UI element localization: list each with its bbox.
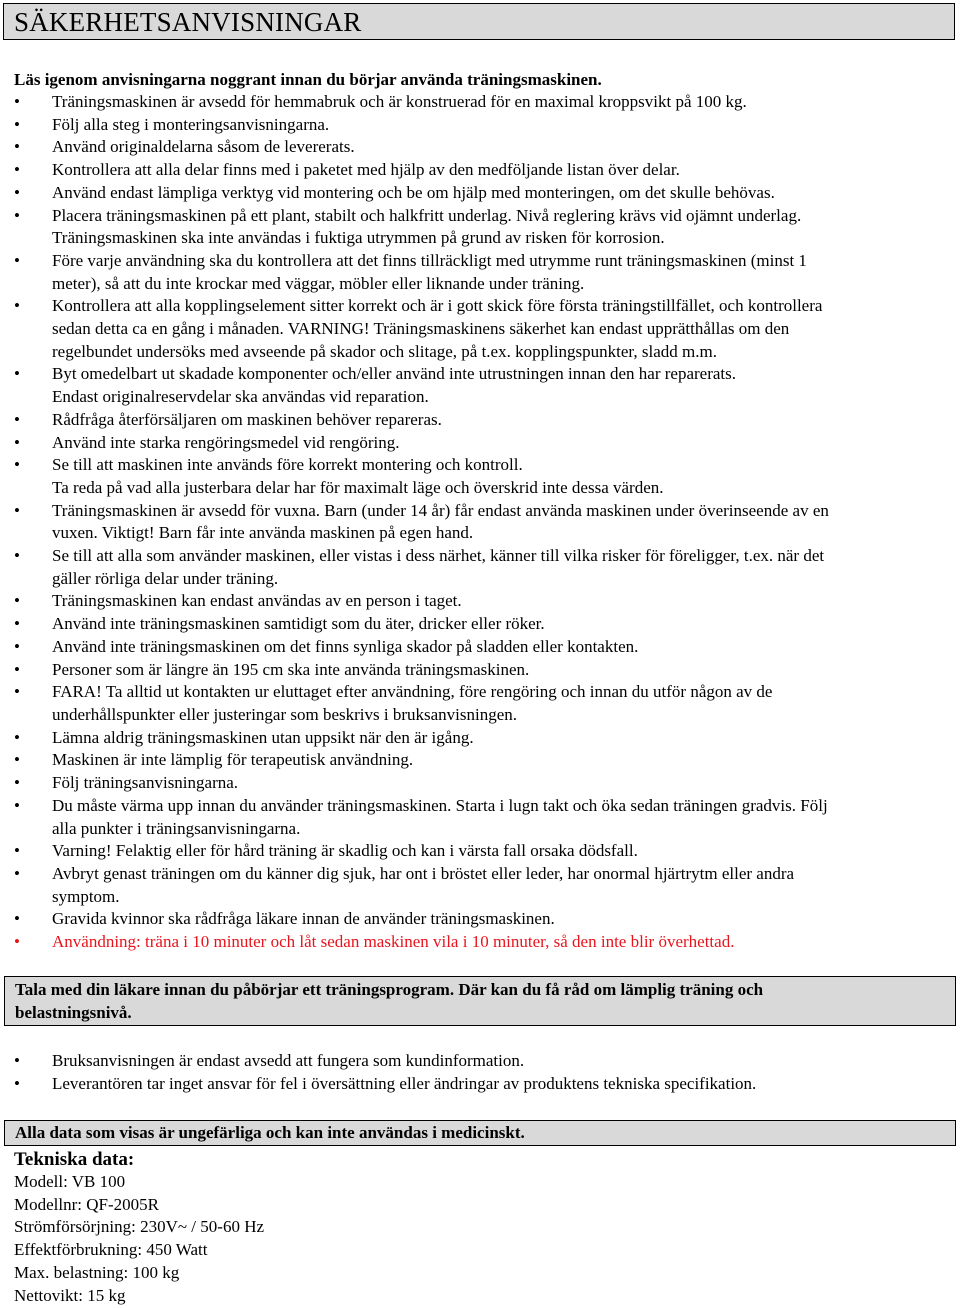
- safety-item-line: Kontrollera att alla delar finns med i paketet med hjälp av den medföljande listan över delar.: [52, 160, 680, 180]
- safety-item-line: vuxen. Viktigt! Barn får inte använda maskinen på egen hand.: [52, 523, 474, 543]
- tech-data-line: Effektförbrukning: 450 Watt: [14, 1240, 208, 1260]
- tech-data-line: Strömförsörjning: 230V~ / 50-60 Hz: [14, 1217, 265, 1237]
- bullet-icon: •: [14, 137, 20, 157]
- safety-item-line: Endast originalreservdelar ska användas vid reparation.: [52, 387, 429, 407]
- safety-item-line: Använd inte träningsmaskinen samtidigt som du äter, dricker eller röker.: [52, 614, 545, 634]
- safety-item: [0, 749, 960, 772]
- bullet-icon: •: [14, 659, 20, 679]
- tech-data-line: Max. belastning: 100 kg: [14, 1262, 180, 1282]
- safety-item: [0, 250, 960, 295]
- safety-item: [0, 590, 960, 613]
- safety-item: [0, 91, 960, 114]
- bullet-icon: •: [14, 364, 20, 384]
- doctor-notice-line: belastningsnivå.: [15, 1002, 132, 1022]
- safety-item-line: Träningsmaskinen kan endast användas av en person i taget.: [52, 591, 462, 611]
- bullet-icon: •: [14, 795, 20, 815]
- bullet-icon: •: [14, 500, 20, 520]
- safety-item-line: Varning! Felaktig eller för hård träning är skadlig och kan i värsta fall orsaka dödsfall.: [52, 841, 638, 861]
- safety-item: [0, 205, 960, 250]
- tech-data-list: [14, 1171, 264, 1307]
- safety-item: [0, 613, 960, 636]
- safety-item: [0, 863, 960, 908]
- safety-item-line: Rådfråga återförsäljaren om maskinen behöver repareras.: [52, 409, 442, 429]
- safety-item: [0, 363, 960, 408]
- safety-item-line: Träningsmaskinen är avsedd för hemmabruk och är konstruerad för en maximal kroppsvikt på 100 kg.: [52, 92, 747, 111]
- bullet-icon: •: [14, 773, 20, 793]
- safety-item: [0, 659, 960, 682]
- bullet-icon: •: [14, 92, 20, 111]
- safety-item: [0, 182, 960, 205]
- safety-item-line: Använd endast lämpliga verktyg vid montering och be om hjälp med monteringen, om det skulle behövas.: [52, 182, 775, 202]
- safety-item-line: gäller rörliga delar under träning.: [52, 568, 279, 588]
- bullet-icon: •: [14, 432, 20, 452]
- safety-item-line: Avbryt genast träningen om du känner dig sjuk, har ont i bröstet eller leder, har onormal hjärtrytm eller andra: [52, 863, 795, 883]
- bullet-icon: •: [14, 909, 20, 929]
- safety-item: [0, 908, 960, 931]
- safety-item-line: FARA! Ta alltid ut kontakten ur eluttaget efter användning, före rengöring och innan du utför någon av de: [52, 682, 773, 702]
- safety-item-line: regelbundet undersöks med avseende på skador och slitage, på t.ex. kopplingspunkter, sladd m.m.: [52, 341, 717, 361]
- bullet-icon: •: [14, 682, 20, 702]
- safety-item-line: Ta reda på vad alla justerbara delar har för maximalt läge och överskrid inte dessa värden.: [52, 477, 664, 497]
- bullet-icon: •: [14, 250, 20, 270]
- safety-item: [0, 432, 960, 455]
- safety-item-line: Användning: träna i 10 minuter och låt sedan maskinen vila i 10 minuter, så den inte blir överhettad.: [52, 932, 735, 952]
- safety-item-line: Personer som är längre än 195 cm ska inte använda träningsmaskinen.: [52, 659, 530, 679]
- safety-item-line: Du måste värma upp innan du använder träningsmaskinen. Starta i lugn takt och öka sedan träningen gradvis. Följ: [52, 795, 828, 815]
- safety-item: [0, 931, 960, 954]
- data-disclaimer-box: [4, 1120, 956, 1146]
- safety-item-line: Använd inte träningsmaskinen om det finns synliga skador på sladden eller kontakten.: [52, 636, 639, 656]
- safety-instructions-list: [0, 91, 960, 954]
- safety-item: [0, 795, 960, 840]
- bullet-icon: •: [14, 182, 20, 202]
- safety-item: [0, 545, 960, 590]
- bullet-icon: •: [14, 636, 20, 656]
- bullet-icon: •: [14, 546, 20, 566]
- safety-item-line: symptom.: [52, 886, 120, 906]
- safety-item: [0, 681, 960, 726]
- bullet-icon: •: [14, 932, 20, 952]
- tech-data-line: Modell: VB 100: [14, 1172, 126, 1191]
- bullet-icon: •: [14, 614, 20, 634]
- safety-item-line: Använd originaldelarna såsom de levererats.: [52, 137, 355, 157]
- safety-item-line: Träningsmaskinen ska inte användas i fuktiga utrymmen på grund av risken för korrosion.: [52, 228, 665, 248]
- safety-item: [0, 159, 960, 182]
- safety-item-line: Träningsmaskinen är avsedd för vuxna. Barn (under 14 år) får endast använda maskinen under överinseende av en: [52, 500, 829, 520]
- safety-item-line: meter), så att du inte krockar med väggar, möbler eller liknande under träning.: [52, 273, 585, 293]
- safety-item-line: Se till att maskinen inte används före korrekt montering och kontroll.: [52, 455, 523, 475]
- intro-text: Läs igenom anvisningarna noggrant innan du börjar använda träningsmaskinen.: [14, 70, 602, 89]
- info-list: [0, 1050, 960, 1095]
- safety-item-line: sedan detta ca en gång i månaden. VARNING! Träningsmaskinens säkerhet kan endast upprätthållas om den: [52, 319, 790, 339]
- bullet-icon: •: [14, 114, 20, 134]
- safety-item: [0, 727, 960, 750]
- title-banner: [3, 3, 955, 40]
- safety-item-line: Se till att alla som använder maskinen, eller vistas i dess närhet, känner till vilka risker för föreligger, t.ex. när det: [52, 546, 825, 566]
- bullet-icon: •: [14, 727, 20, 747]
- doctor-notice-line: Tala med din läkare innan du påbörjar ett träningsprogram. Där kan du få råd om lämplig träning och: [15, 980, 764, 999]
- safety-item: [0, 295, 960, 363]
- bullet-icon: •: [14, 455, 20, 475]
- tech-data-line: Modellnr: QF-2005R: [14, 1194, 159, 1214]
- bullet-icon: •: [14, 750, 20, 770]
- data-disclaimer-text: Alla data som visas är ungefärliga och kan inte användas i medicinskt.: [15, 1123, 525, 1142]
- safety-item-line: underhållspunkter eller justeringar som beskrivs i bruksanvisningen.: [52, 704, 518, 724]
- safety-item: [0, 409, 960, 432]
- safety-item-line: Gravida kvinnor ska rådfråga läkare innan de använder träningsmaskinen.: [52, 909, 555, 929]
- safety-item: [0, 772, 960, 795]
- bullet-icon: •: [14, 863, 20, 883]
- safety-item-line: Maskinen är inte lämplig för terapeutisk användning.: [52, 750, 414, 770]
- bullet-icon: •: [14, 205, 20, 225]
- list-item: • Leverantören tar inget ansvar för fel i översättning eller ändringar av produktens tekniska specifikation.: [0, 1073, 960, 1096]
- safety-item: [0, 840, 960, 863]
- tech-data-heading: Tekniska data:: [14, 1149, 135, 1170]
- safety-item: [0, 114, 960, 137]
- doctor-notice-box: [4, 976, 956, 1026]
- tech-data-line: Nettovikt: 15 kg: [14, 1285, 126, 1305]
- bullet-icon: •: [14, 409, 20, 429]
- bullet-icon: •: [14, 160, 20, 180]
- safety-item: [0, 500, 960, 545]
- bullet-icon: •: [14, 841, 20, 861]
- bullet-icon: •: [14, 591, 20, 611]
- safety-item-line: Följ träningsanvisningarna.: [52, 773, 239, 793]
- safety-item-line: Placera träningsmaskinen på ett plant, stabilt och halkfritt underlag. Nivå reglering krävs vid ojämnt underlag.: [52, 205, 802, 225]
- safety-item-line: Följ alla steg i monteringsanvisningarna.: [52, 114, 330, 134]
- safety-item: [0, 454, 960, 499]
- safety-item-line: Byt omedelbart ut skadade komponenter och/eller använd inte utrustningen innan den har reparerats.: [52, 364, 737, 384]
- bullet-icon: •: [14, 1073, 20, 1093]
- list-item: • Bruksanvisningen är endast avsedd att fungera som kundinformation.: [0, 1050, 960, 1073]
- safety-item-line: Lämna aldrig träningsmaskinen utan uppsikt när den är igång.: [52, 727, 474, 747]
- safety-item: [0, 636, 960, 659]
- safety-item: [0, 136, 960, 159]
- safety-item-line: Använd inte starka rengöringsmedel vid rengöring.: [52, 432, 400, 452]
- safety-item-line: Kontrollera att alla kopplingselement sitter korrekt och är i gott skick före första träningstillfället, och kontrollera: [52, 296, 823, 316]
- page-title: SÄKERHETSANVISNINGAR: [14, 7, 362, 37]
- bullet-icon: •: [14, 296, 20, 316]
- safety-item-line: Före varje användning ska du kontrollera att det finns tillräckligt med utrymme runt träningsmaskinen (minst 1: [52, 250, 807, 270]
- safety-item-line: alla punkter i träningsanvisningarna.: [52, 818, 301, 838]
- bullet-icon: •: [14, 1051, 20, 1070]
